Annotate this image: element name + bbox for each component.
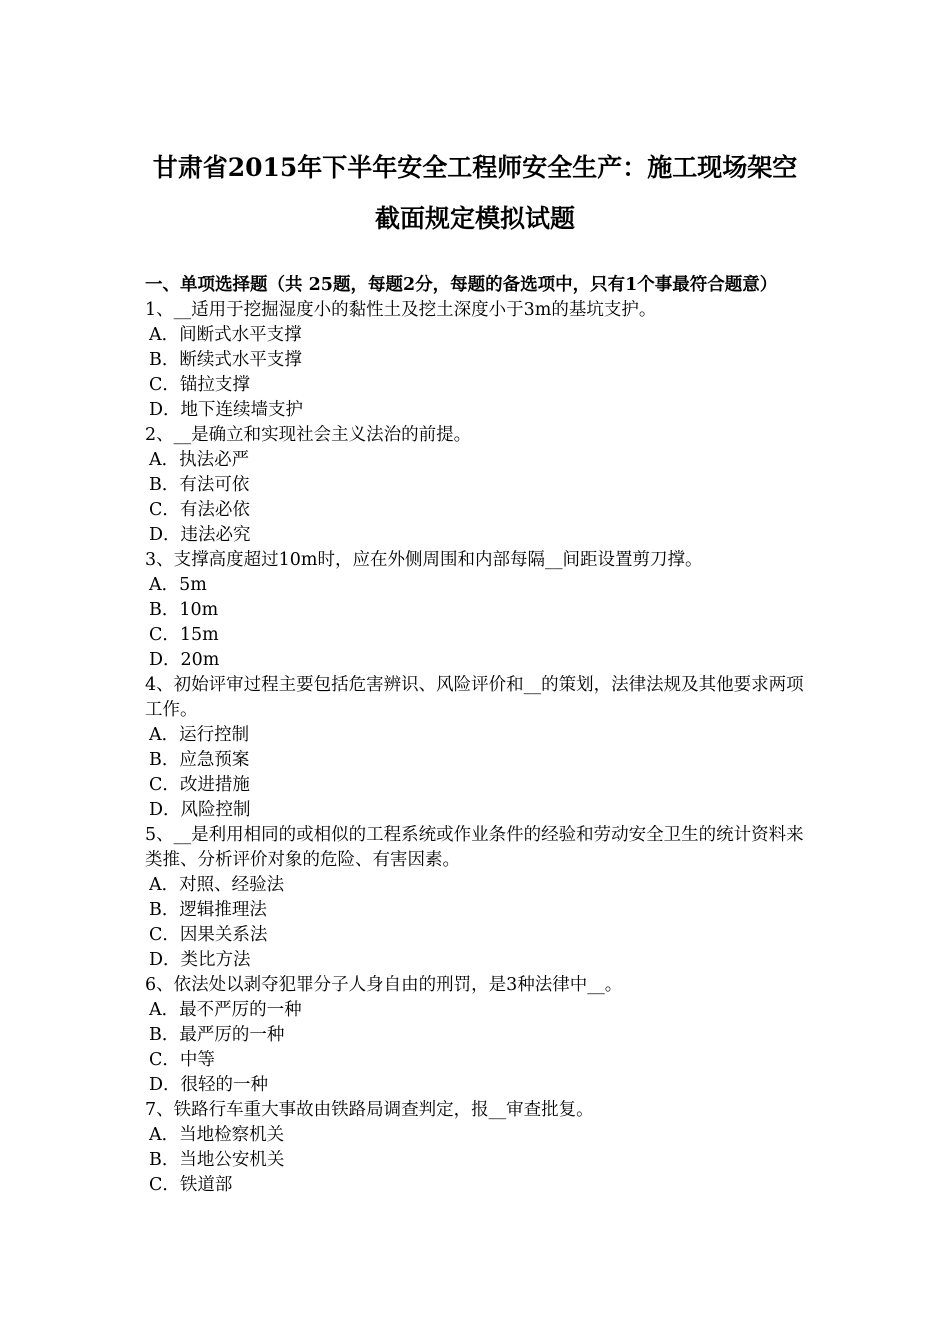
document-body [145, 273, 811, 1198]
question-1-stem: 1、__适用于挖掘湿度小的黏性土及挖土深度小于3m的基坑支护。 [145, 300, 657, 320]
question-1-option-c: C．锚拉支撑 [149, 375, 250, 395]
question-4-option-c: C．改进措施 [149, 775, 250, 795]
question-4-option-d: D．风险控制 [149, 800, 251, 820]
question-7-option-a: A．当地检察机关 [149, 1125, 285, 1145]
question-6-option-d: D．很轻的一种 [149, 1075, 269, 1095]
question-2-option-c: C．有法必依 [149, 500, 250, 520]
question-3-option-b: B．10m [149, 600, 219, 620]
question-1-option-d: D．地下连续墙支护 [149, 400, 304, 420]
question-5-stem: 5、__是利用相同的或相似的工程系统或作业条件的经验和劳动安全卫生的统计资料来类推、分析评价对象的危险、有害因素。 [145, 825, 804, 870]
question-7-stem: 7、铁路行车重大事故由铁路局调查判定，报__审查批复。 [145, 1100, 594, 1120]
question-6-option-a: A．最不严厉的一种 [149, 1000, 302, 1020]
question-1-option-a: A．间断式水平支撑 [149, 325, 302, 345]
question-4-option-a: A．运行控制 [149, 725, 250, 745]
question-5-option-b: B．逻辑推理法 [149, 900, 267, 920]
question-6-option-c: C．中等 [149, 1050, 215, 1070]
question-7-option-b: B．当地公安机关 [149, 1150, 285, 1170]
document-title-line-1: 甘肃省2015年下半年安全工程师安全生产：施工现场架空 [152, 153, 798, 182]
question-3-stem: 3、支撑高度超过10m时，应在外侧周围和内部每隔__间距设置剪刀撑。 [145, 550, 703, 570]
document-title-line-2: 截面规定模拟试题 [374, 204, 575, 233]
question-2-option-b: B．有法可依 [149, 475, 250, 495]
question-7-option-c: C．铁道部 [149, 1175, 233, 1195]
question-2-stem: 2、__是确立和实现社会主义法治的前提。 [145, 425, 472, 445]
question-3-option-c: C．15m [149, 625, 219, 645]
question-3-option-d: D．20m [149, 650, 220, 670]
question-5-option-a: A．对照、经验法 [149, 875, 285, 895]
question-2-option-d: D．违法必究 [149, 525, 251, 545]
question-5-option-c: C．因果关系法 [149, 925, 268, 945]
question-1-option-b: B．断续式水平支撑 [149, 350, 302, 370]
question-6-option-b: B．最严厉的一种 [149, 1025, 285, 1045]
question-2-option-a: A．执法必严 [149, 450, 250, 470]
question-4-stem: 4、初始评审过程主要包括危害辨识、风险评价和__的策划，法律法规及其他要求两项工作。 [145, 675, 804, 720]
question-4-option-b: B．应急预案 [149, 750, 250, 770]
section-heading: 一、单项选择题（共 25题，每题2分，每题的备选项中，只有1个事最符合题意） [145, 275, 778, 295]
question-5-option-d: D．类比方法 [149, 950, 251, 970]
question-3-option-a: A．5m [149, 575, 207, 595]
question-6-stem: 6、依法处以剥夺犯罪分子人身自由的刑罚，是3种法律中__。 [145, 975, 623, 995]
